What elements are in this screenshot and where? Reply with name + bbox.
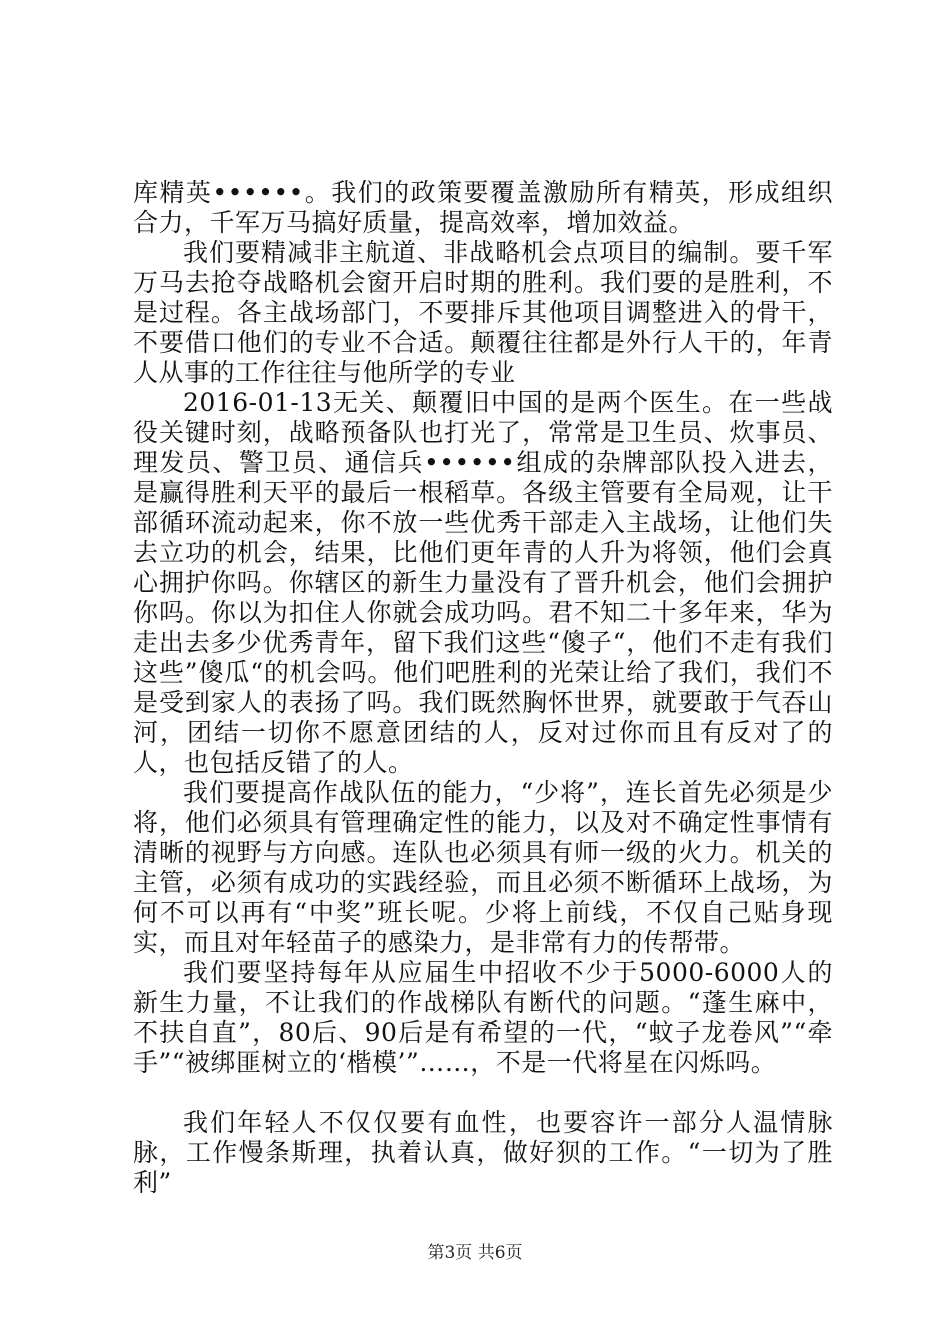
paragraph-4: 我们要提高作战队伍的能力，“少将”，连长首先必须是少将，他们必须具有管理确定性的能力，以及对不确定性事情有清晰的视野与方向感。连队也必须具有师一级的火力。机关的主管，必须有成功的实践经验，而且必须不断循环上战场，为何不可以再有“中奖”班长呢。少将上前线，不仅自己贴身现实，而且对年轻苗子的感染力，是非常有力的传帮带。 (133, 778, 833, 957)
paragraph-continuation: 库精英••••••。我们的政策要覆盖激励所有精英，形成组织合力，千军万马搞好质量，提高效率，增加效益。 (133, 178, 833, 237)
paragraph-5: 我们要坚持每年从应届生中招收不少于5000-6000人的新生力量，不让我们的作战梯队有断代的问题。“蓬生麻中，不扶自直”，80后、90后是有希望的一代，“蚊子龙卷风”“牵手”“被绑匪树立的‘楷模’”……，不是一代将星在闪烁吗。 (133, 958, 833, 1077)
paragraph-3: 2016-01-13无关、颠覆旧中国的是两个医生。在一些战役关键时刻，战略预备队也打光了，常常是卫生员、炊事员、理发员、警卫员、通信兵••••••组成的杂牌部队投入进去，是赢得胜利天平的最后一根稻草。各级主管要有全局观，让干部循环流动起来，你不放一些优秀干部走入主战场，让他们失去立功的机会，结果，比他们更年青的人升为将领，他们会真心拥护你吗。你辖区的新生力量没有了晋升机会，他们会拥护你吗。你以为扣住人你就会成功吗。君不知二十多年来，华为走出去多少优秀青年，留下我们这些“傻子“，他们不走有我们这些”傻瓜“的机会吗。他们吧胜利的光荣让给了我们，我们不是受到家人的表扬了吗。我们既然胸怀世界，就要敢于气吞山河，团结一切你不愿意团结的人，反对过你而且有反对了的人，也包括反错了的人。 (133, 388, 833, 777)
blank-line (133, 1078, 833, 1108)
paragraph-2: 我们要精减非主航道、非战略机会点项目的编制。要千军万马去抢夺战略机会窗开启时期的胜利。我们要的是胜利，不是过程。各主战场部门，不要排斥其他项目调整进入的骨干，不要借口他们的专业不合适。颠覆往往都是外行人干的，年青人从事的工作往往与他所学的专业 (133, 238, 833, 387)
document-body (133, 178, 833, 1198)
page-number: 第3页 共6页 (427, 1243, 523, 1263)
paragraph-6: 我们年轻人不仅仅要有血性，也要容许一部分人温情脉脉，工作慢条斯理，执着认真，做好狈的工作。“一切为了胜利” (133, 1108, 833, 1197)
